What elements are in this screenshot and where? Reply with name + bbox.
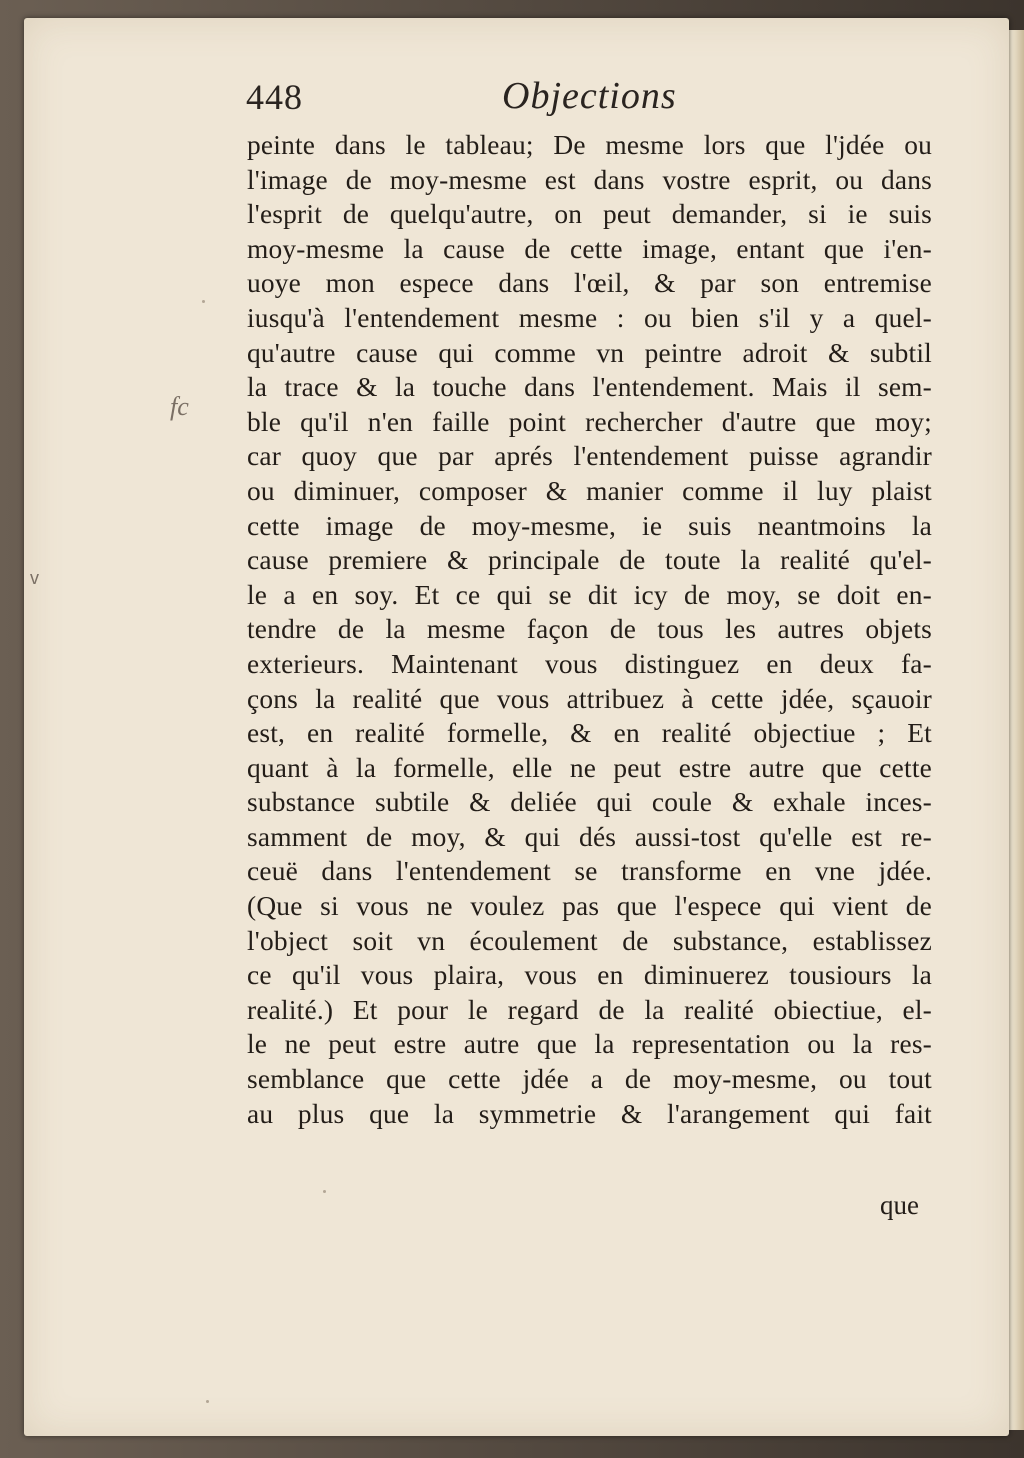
text-line: çons la realité que vous attribuez à cette jdée, sçauoir [247,683,932,714]
text-line: iusqu'à l'entendement mesme : ou bien s'il y a quel- [247,302,932,333]
text-line: peinte dans le tableau; De mesme lors que l'jdée ou [247,130,932,160]
text-line: l'object soit vn écoulement de substance, establissez [247,925,932,956]
text-line: car quoy que par aprés l'entendement puisse agrandir [247,441,932,472]
text-line: semblance que cette jdée a de moy-mesme, ou tout [247,1064,932,1095]
text-line: tendre de la mesme façon de tous les autres objets [247,614,932,645]
text-line: samment de moy, & qui dés aussi-tost qu'elle est re- [247,821,932,852]
marginal-tick: v [30,568,39,588]
text-line: exterieurs. Maintenant vous distinguez en deux fa- [247,648,932,679]
text-line: l'esprit de quelqu'autre, on peut demander, si ie suis [247,199,932,230]
text-line: au plus que la symmetrie & l'arangement qui fait [247,1098,932,1129]
text-line: uoye mon espece dans l'œil, & par son entremise [247,268,932,299]
text-line: cause premiere & principale de toute la realité qu'el- [247,545,932,576]
marginal-annotation: fc [170,392,189,421]
running-title: Objections [502,75,677,117]
text-line: ce qu'il vous plaira, vous en diminuerez tousiours la [247,960,932,991]
text-line: est, en realité formelle, & en realité objectiue ; Et [247,718,932,749]
text-line: quant à la formelle, elle ne peut estre autre que cette [247,752,932,783]
page-number: 448 [246,77,303,117]
text-line: moy-mesme la cause de cette image, entant que i'en- [247,233,932,264]
text-line: realité.) Et pour le regard de la realité obiectiue, el- [247,994,932,1025]
running-head [246,70,676,126]
text-line: cette image de moy-mesme, ie suis neantmoins la [247,510,932,541]
text-line: le ne peut estre autre que la representation ou la res- [247,1029,932,1060]
text-line: l'image de moy-mesme est dans vostre esprit, ou dans [247,164,932,195]
text-line: ceuë dans l'entendement se transforme en vne jdée. [247,856,932,887]
text-line: la trace & la touche dans l'entendement. Mais il sem- [247,372,932,403]
text-line: substance subtile & deliée qui coule & exhale inces- [247,787,932,818]
catchword: que [880,1190,919,1220]
paper-speck [206,1400,209,1403]
paper-speck [202,300,205,303]
text-line: ou diminuer, composer & manier comme il luy plaist [247,475,932,506]
text-line: ble qu'il n'en faille point rechercher d'autre que moy; [247,406,932,437]
text-line: qu'autre cause qui comme vn peintre adroit & subtil [247,337,932,368]
paper-speck [323,1190,326,1193]
body-text [247,128,932,1131]
text-line: le a en soy. Et ce qui se dit icy de moy, se doit en- [247,579,932,610]
text-line: (Que si vous ne voulez pas que l'espece qui vient de [247,891,932,922]
